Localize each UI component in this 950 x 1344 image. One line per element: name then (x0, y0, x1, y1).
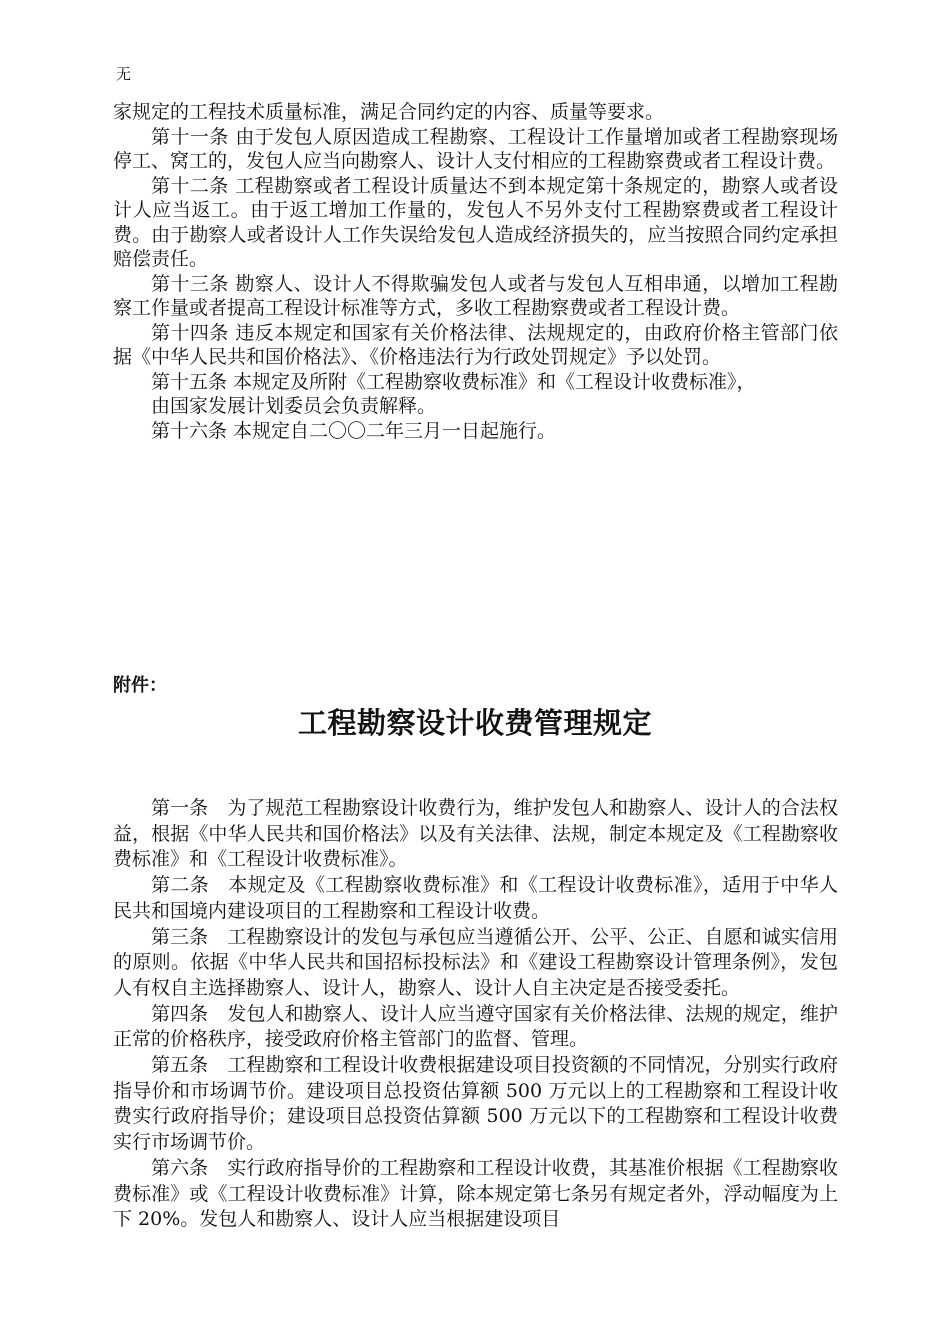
attachment-label: 附件： (113, 675, 167, 696)
article-12-paragraph: 第十二条 工程勘察或者工程设计质量达不到本规定第十条规定的，勘察人或者设计人应当返工。由于返工增加工作量的，发包人不另外支付工程勘察费或者工程设计费。由于勘察人或者设计人工作失误给发包人造成经济损失的，应当按照合同约定承担赔偿责任。 (113, 174, 838, 270)
continuation-paragraph: 家规定的工程技术质量标准，满足合同约定的内容、质量等要求。 (113, 101, 665, 123)
page-header-mark: 无 (116, 65, 132, 83)
lower-text-block (113, 796, 838, 1233)
attachment-title: 工程勘察设计收费管理规定 (297, 706, 652, 740)
article-6-paragraph: 第六条 实行政府指导价的工程勘察和工程设计收费，其基准价根据《工程勘察收费标准》或《工程设计收费标准》计算，除本规定第七条另有规定者外，浮动幅度为上下 20%。发包人和勘察人、设计人应当根据建设项目 (113, 1156, 838, 1231)
article-15-paragraph-line1: 第十五条 本规定及所附《工程勘察收费标准》和《工程设计收费标准》， (151, 370, 756, 393)
article-11-paragraph: 第十一条 由于发包人原因造成工程勘察、工程设计工作量增加或者工程勘察现场停工、窝工的，发包人应当向勘察人、设计人支付相应的工程勘察费或者工程设计费。 (113, 125, 838, 172)
article-3-paragraph: 第三条 工程勘察设计的发包与承包应当遵循公开、公平、公正、自愿和诚实信用的原则。依据《中华人民共和国招标投标法》和《建设工程勘察设计管理条例》，发包人有权自主选择勘察人、设计人，勘察人、设计人自主决定是否接受委托。 (113, 925, 838, 999)
article-1-paragraph: 第一条 为了规范工程勘察设计收费行为，维护发包人和勘察人、设计人的合法权益，根据《中华人民共和国价格法》以及有关法律、法规，制定本规定及《工程勘察收费标准》和《工程设计收费标准》。 (113, 797, 838, 871)
article-13-paragraph: 第十三条 勘察人、设计人不得欺骗发包人或者与发包人互相串通，以增加工程勘察工作量或者提高工程设计标准等方式，多收工程勘察费或者工程设计费。 (113, 272, 838, 319)
article-2-paragraph: 第二条 本规定及《工程勘察收费标准》和《工程设计收费标准》，适用于中华人民共和国境内建设项目的工程勘察和工程设计收费。 (113, 874, 838, 922)
article-15-paragraph-line2: 由国家发展计划委员会负责解释。 (151, 395, 437, 417)
article-5-paragraph: 第五条 工程勘察和工程设计收费根据建设项目投资额的不同情况，分别实行政府指导价和市场调节价。建设项目总投资估算额 500 万元以上的工程勘察和工程设计收费实行政府指导价；建设项目总投资估算额 500 万元以下的工程勘察和工程设计收费实行市场调节价。 (113, 1054, 838, 1154)
article-16-paragraph: 第十六条 本规定自二〇〇二年三月一日起施行。 (151, 419, 557, 442)
article-14-paragraph: 第十四条 违反本规定和国家有关价格法律、法规规定的，由政府价格主管部门依据《中华人民共和国价格法》、《价格违法行为行政处罚规定》予以处罚。 (113, 321, 838, 368)
article-4-paragraph: 第四条 发包人和勘察人、设计人应当遵守国家有关价格法律、法规的规定，维护正常的价格秩序，接受政府价格主管部门的监督、管理。 (113, 1002, 838, 1051)
upper-text-block (113, 100, 838, 443)
